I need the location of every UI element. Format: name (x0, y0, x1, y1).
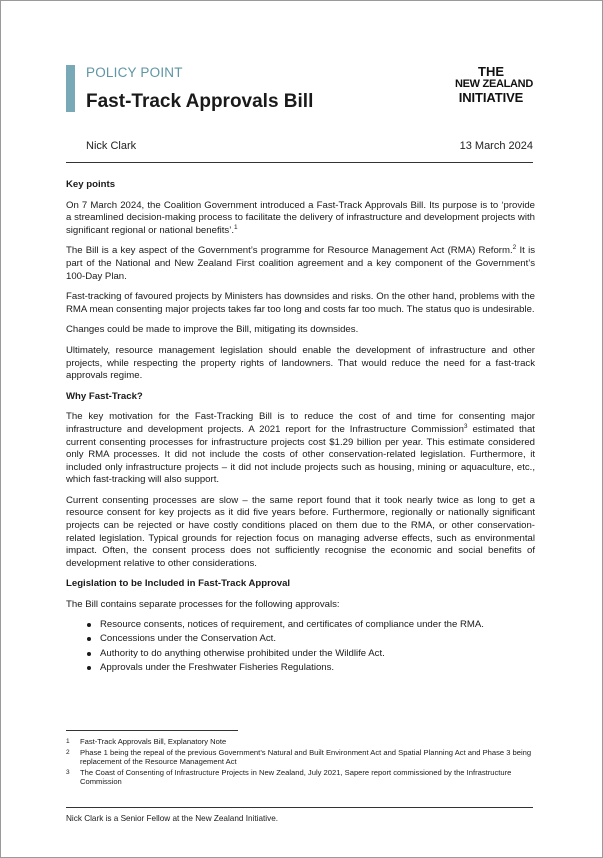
footnote (66, 768, 536, 787)
paragraph: The Bill is a key aspect of the Government’s programme for Resource Management Act (RMA) Reform.$^2$ It is part of the National and New Zealand First coalition agreement and a key component of the Government’s 100-Day Plan. (66, 244, 536, 282)
footnote-text: Phase 1 being the repeal of the previous Government’s Natural and Built Environment Act and Spatial Planning Act and Phase 3 being replacement of the Resource Management Act (80, 747, 532, 767)
accent-bar (66, 65, 75, 112)
list-item: Concessions under the Conservation Act. (100, 633, 535, 646)
paragraph: Changes could be made to improve the Bill, mitigating its downsides. (66, 324, 359, 336)
logo-line-1: THE (478, 64, 504, 79)
paragraph: The key motivation for the Fast-Tracking Bill is to reduce the cost of and time for consenting major infrastructure and development projects. A 2021 report for the Infrastructure Commission$^3$ estimated that current consenting processes for infrastructure projects cost $1.29 billion per year. This estimate considered only RMA processes. It did not include the costs of other conservation-related legislation. Furthermore, it included only infrastructure projects – it did not include projects such as housing, mining or aquaculture, etc., which fast-tracking will also support. (66, 411, 535, 486)
footnote-number: 3 (66, 768, 70, 776)
list-item: Approvals under the Freshwater Fisheries Regulations. (100, 662, 535, 675)
paragraph: Ultimately, resource management legislation should enable the development of infrastructure and other projects, while respecting the property rights of landowners. That would reduce the need for a fast-track approvals regime. (66, 344, 535, 382)
author-bio: Nick Clark is a Senior Fellow at the New Zealand Initiative. (66, 814, 279, 823)
section-heading-key-points: Key points (66, 179, 116, 190)
document-body (66, 179, 535, 677)
footnote-number: 2 (66, 748, 70, 756)
footnote-divider (66, 730, 238, 731)
paragraph: Fast-tracking of favoured projects by Ministers has downsides and risks. On the other hand, problems with the RMA mean consenting major projects takes far too long and costs far too much. The status quo is undesirable. (66, 291, 535, 315)
logo-line-3: INITIATIVE (458, 90, 524, 105)
publisher-logo (455, 64, 533, 105)
publish-date: 13 March 2024 (459, 140, 533, 152)
section-heading-why-fast-track: Why Fast-Track? (66, 390, 143, 402)
document-kicker: POLICY POINT (86, 65, 183, 80)
list-item: Authority to do anything otherwise prohibited under the Wildlife Act. (100, 648, 535, 661)
footnote-text: The Coast of Consenting of Infrastructure Projects in New Zealand, July 2021, Sapere report commissioned by the Infrastructure Commission (80, 767, 512, 787)
section-heading-legislation: Legislation to be Included in Fast-Track Approval (66, 578, 291, 590)
footnotes (66, 737, 536, 788)
approvals-list (66, 619, 535, 675)
footnote-number: 1 (66, 738, 70, 745)
document-title: Fast-Track Approvals Bill (86, 91, 314, 112)
footnote-text: Fast-Track Approvals Bill, Explanatory Note (80, 737, 227, 746)
author-name: Nick Clark (86, 140, 137, 152)
footnote-ref: 2 (512, 244, 517, 252)
header-divider (66, 162, 533, 163)
footnote (66, 748, 536, 767)
footnote-ref: 1 (234, 223, 238, 231)
footnote-ref: 3 (463, 422, 468, 430)
footer-divider (66, 807, 533, 808)
logo-line-2: NEW ZEALAND (455, 78, 533, 90)
list-item: Resource consents, notices of requirement, and certificates of compliance under the RMA. (100, 619, 535, 632)
paragraph: Current consenting processes are slow – the same report found that it took nearly twice as long to get a resource consent for key projects as it did five years before. Furthermore, regionally or nationally significant projects can be rejected or have costly conditions placed on them due to the RMA, or other conservation-related legislation. Typical grounds for rejection focus on managing adverse effects, such as environmental impact. Often, the consent process does not sufficiently recognise the economic and social benefits of development relative to other considerations. (66, 494, 535, 569)
paragraph: The Bill contains separate processes for the following approvals: (66, 599, 340, 611)
footnote (66, 737, 536, 747)
paragraph: On 7 March 2024, the Coalition Government introduced a Fast-Track Approvals Bill. Its purpose is to ‘provide a streamlined decision-making process to facilitate the delivery of infrastructure and development projects with significant regional or national benefits’.$^1$ (66, 199, 535, 236)
